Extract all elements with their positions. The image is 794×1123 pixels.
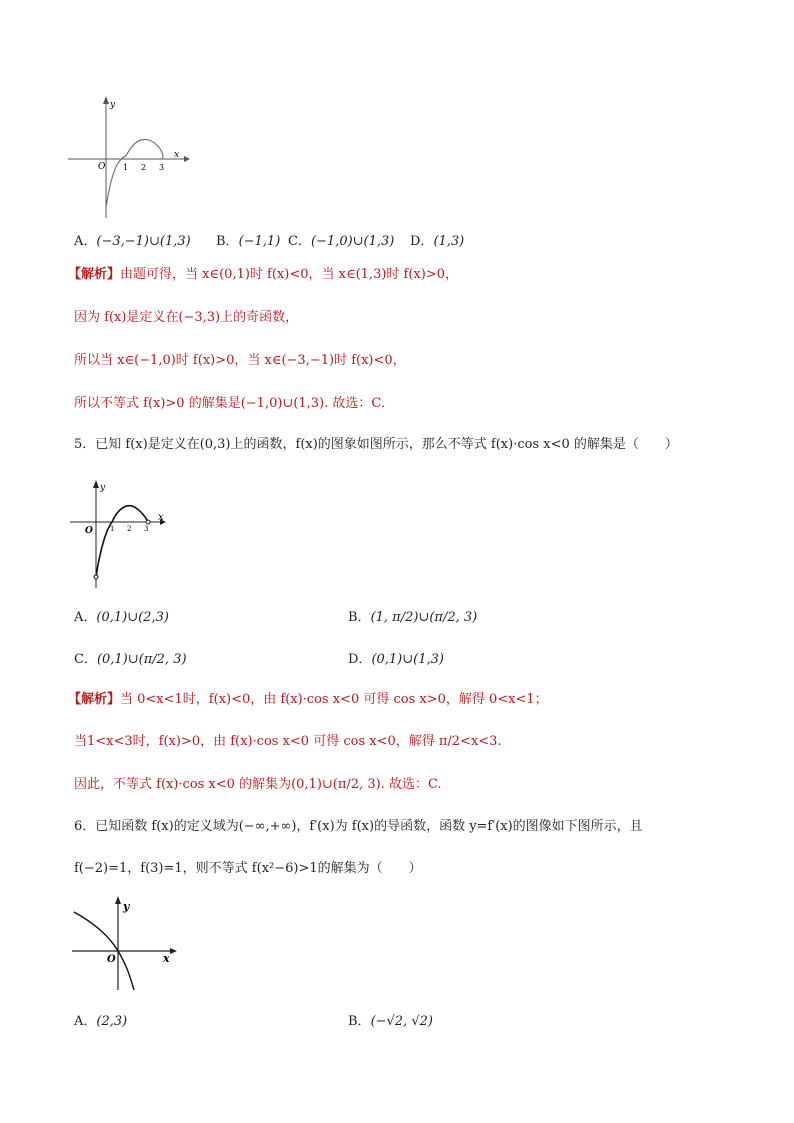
origin-label: O — [107, 954, 116, 965]
tick-label-1: 1 — [110, 525, 115, 533]
solution-5-line-2: 当1<x<3时，f(x)>0，由 f(x)·cos x<0 可得 cos x<0，解得 π/2<x<3. — [74, 734, 502, 749]
q5-option-c: C．(0,1)∪(π/2, 3) — [74, 652, 187, 667]
q4-option-c: C．(−1,0)∪(1,3) — [288, 234, 395, 249]
axis-label-y: y — [123, 900, 130, 913]
question-5-stem: 5．已知 f(x)是定义在(0,3)上的函数，f(x)的图象如图所示，那么不等式 f(x)·cos x<0 的解集是（ ） — [74, 437, 678, 452]
tick-label-2: 2 — [141, 163, 147, 172]
solution-tag: 【解析】 — [68, 267, 121, 282]
q4-option-d: D．(1,3) — [410, 234, 465, 249]
solution-tag: 【解析】 — [68, 692, 121, 707]
axis-label-x: x — [174, 150, 180, 160]
question-6-line-1: 6．已知函数 f(x)的定义域为(−∞,+∞)，f′(x)为 f(x)的导函数，函数 y=f′(x)的图像如下图所示，且 — [74, 819, 643, 834]
axis-label-y: y — [110, 100, 116, 110]
q5-option-a: A．(0,1)∪(2,3) — [74, 610, 169, 625]
origin-label: O — [85, 526, 93, 536]
solution-4-line-4: 所以不等式 f(x)>0 的解集是(−1,0)∪(1,3). 故选：C. — [74, 396, 386, 411]
origin-label: O — [98, 162, 106, 172]
axis-label-x: x — [163, 952, 170, 965]
question-6-line-2: f(−2)=1，f(3)=1，则不等式 f(x²−6)>1的解集为（ ） — [74, 861, 422, 876]
q4-option-b: B．(−1,1) — [216, 234, 281, 249]
solution-4-line-1: 【解析】由题可得，当 x∈(0,1)时 f(x)<0，当 x∈(1,3)时 f(x)>0， — [68, 267, 458, 282]
axis-label-x: x — [158, 512, 164, 523]
q6-option-a: A．(2,3) — [74, 1014, 128, 1029]
graph-q5 — [70, 480, 170, 590]
q6-option-b: B．(−√2, √2) — [348, 1014, 433, 1029]
q5-option-b: B．(1, π/2)∪(π/2, 3) — [348, 610, 478, 625]
graph-q6 — [70, 894, 182, 994]
q4-option-a: A．(−3,−1)∪(1,3) — [74, 234, 191, 249]
axis-label-y: y — [100, 483, 106, 493]
solution-5-line-1: 【解析】当 0<x<1时，f(x)<0，由 f(x)·cos x<0 可得 cos x>0，解得 0<x<1； — [68, 692, 548, 707]
solution-4-line-3: 所以当 x∈(−1,0)时 f(x)>0，当 x∈(−3,−1)时 f(x)<0， — [74, 353, 406, 368]
tick-label-2: 2 — [127, 525, 132, 533]
tick-label-3: 3 — [159, 163, 165, 172]
solution-4-line-2: 因为 f(x)是定义在(−3,3)上的奇函数， — [74, 310, 299, 325]
solution-5-line-3: 因此，不等式 f(x)·cos x<0 的解集为(0,1)∪(π/2, 3). 故选：C. — [74, 777, 442, 792]
graph-q4 — [68, 96, 188, 221]
tick-label-3: 3 — [144, 525, 149, 533]
tick-label-1: 1 — [123, 163, 129, 172]
q5-option-d: D．(0,1)∪(1,3) — [348, 652, 444, 667]
